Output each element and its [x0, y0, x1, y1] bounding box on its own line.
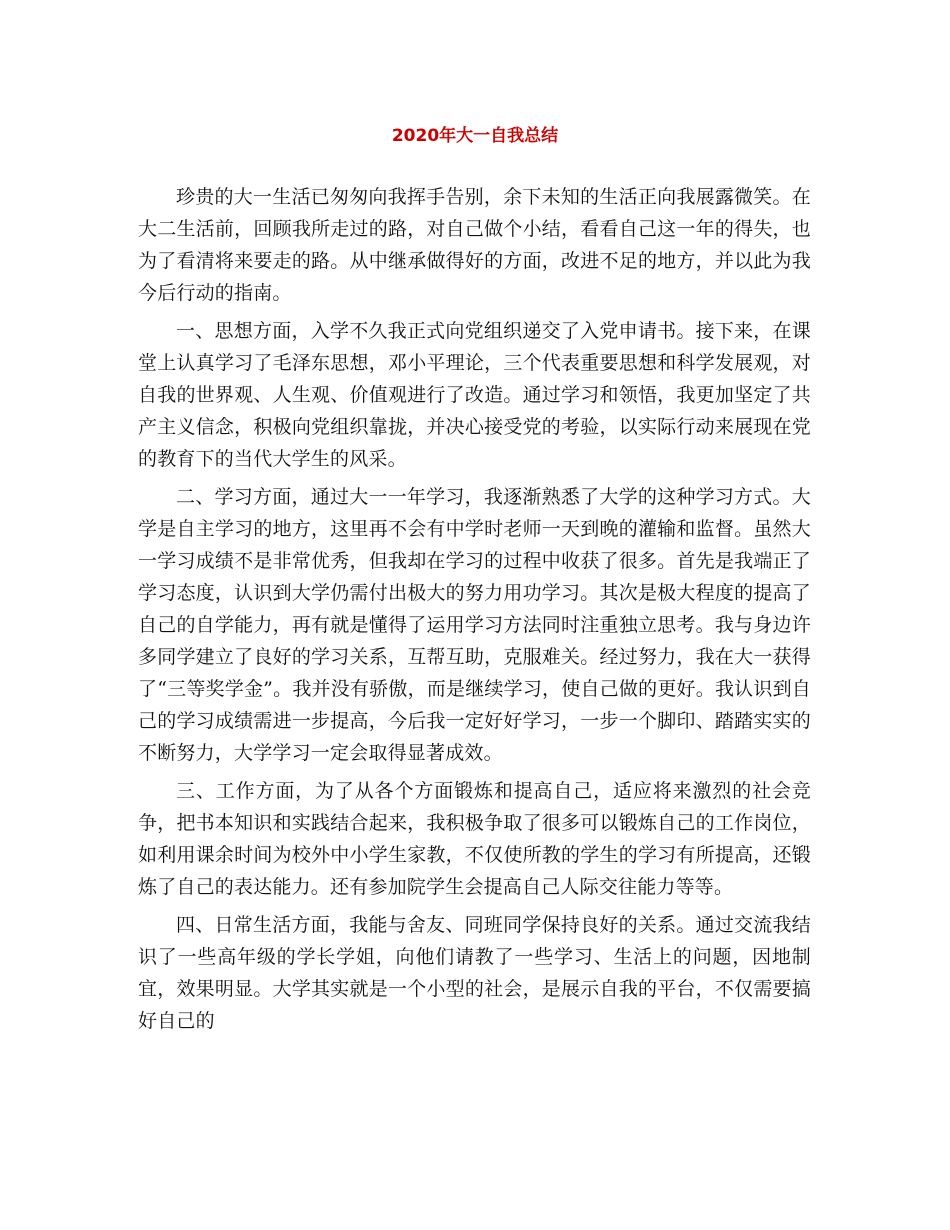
- paragraph-thought: 一、思想方面，入学不久我正式向党组织递交了入党申请书。接下来，在课堂上认真学习了毛泽东思想，邓小平理论，三个代表重要思想和科学发展观，对自我的世界观、人生观、价值观进行了改造。通过学习和领悟，我更加坚定了共产主义信念，积极向党组织靠拢，并决心接受党的考验，以实际行动来展现在党的教育下的当代大学生的风采。: [138, 320, 811, 470]
- paragraph-study: 二、学习方面，通过大一一年学习，我逐渐熟悉了大学的这种学习方式。大学是自主学习的地方，这里再不会有中学时老师一天到晚的灌输和监督。虽然大一学习成绩不是非常优秀，但我却在学习的过程中收获了很多。首先是我端正了学习态度，认识到大学仍需付出极大的努力用功学习。其次是极大程度的提高了自己的自学能力，再有就是懂得了运用学习方法同时注重独立思考。我与身边许多同学建立了良好的学习关系，互帮互助，克服难关。经过努力，我在大一获得了“三等奖学金”。我并没有骄傲，而是继续学习，使自己做的更好。我认识到自己的学习成绩需进一步提高，今后我一定好好学习，一步一个脚印、踏踏实实的不断努力，大学学习一定会取得显著成效。: [138, 486, 811, 764]
- document-body: [138, 181, 811, 1043]
- paragraph-intro: 珍贵的大一生活已匆匆向我挥手告别，余下未知的生活正向我展露微笑。在大二生活前，回顾我所走过的路，对自己做个小结，看看自己这一年的得失，也为了看清将来要走的路。从中继承做得好的方面，改进不足的地方，并以此为我今后行动的指南。: [138, 186, 811, 304]
- document-title: 2020年大一自我总结: [391, 126, 559, 146]
- paragraph-work: 三、工作方面，为了从各个方面锻炼和提高自己，适应将来激烈的社会竞争，把书本知识和实践结合起来，我积极争取了很多可以锻炼自己的工作岗位，如利用课余时间为校外中小学生家教，不仅使所教的学生的学习有所提高，还锻炼了自己的表达能力。还有参加院学生会提高自己人际交往能力等等。: [138, 780, 811, 898]
- paragraph-daily-life: 四、日常生活方面，我能与舍友、同班同学保持良好的关系。通过交流我结识了一些高年级的学长学姐，向他们请教了一些学习、生活上的问题，因地制宜，效果明显。大学其实就是一个小型的社会，是展示自我的平台，不仅需要搞好自己的: [138, 914, 811, 1032]
